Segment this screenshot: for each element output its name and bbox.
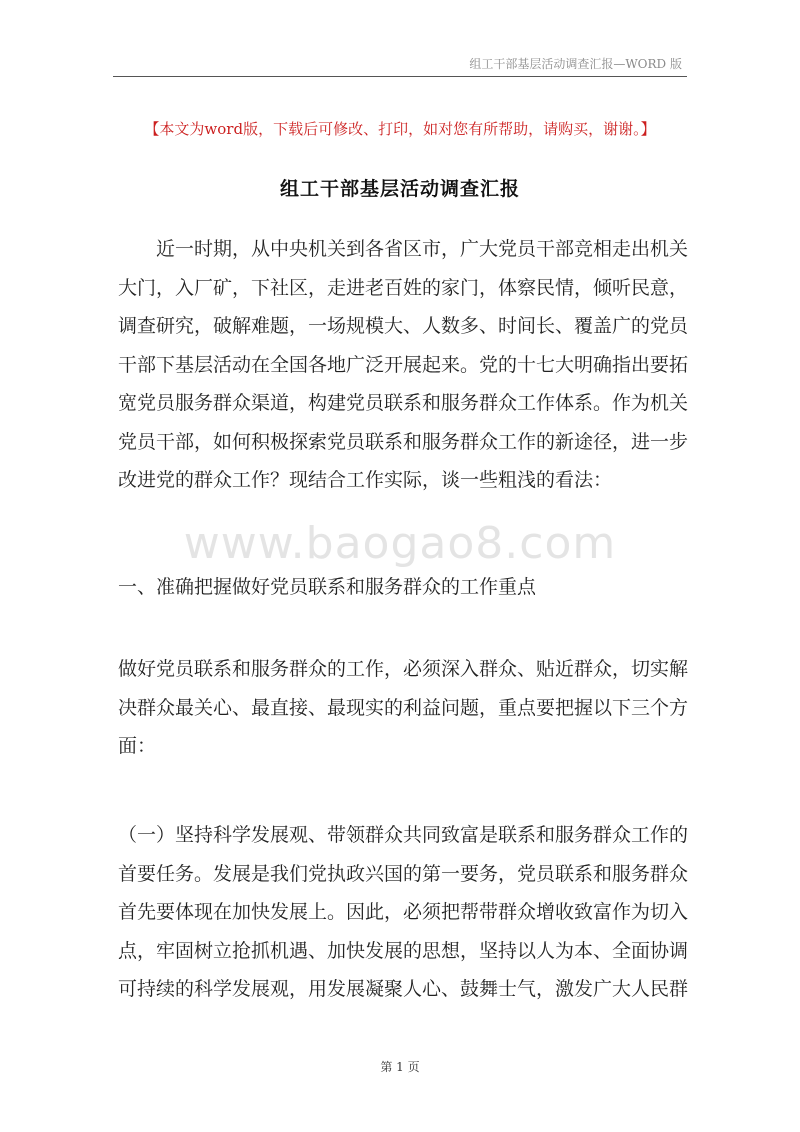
paragraph-line: 改进党的群众工作？现结合工作实际，谈一些粗浅的看法： bbox=[118, 469, 613, 491]
watermark: www.baogao8.com bbox=[183, 518, 617, 569]
page-number: 第 1 页 bbox=[380, 1060, 420, 1074]
paragraph-line: 决群众最关心、最直接、最现实的利益问题，重点要把握以下三个方 bbox=[118, 696, 689, 719]
paragraph-line: 面： bbox=[118, 735, 157, 757]
paragraph-focus bbox=[118, 650, 689, 766]
running-header: 组工干部基层活动调查汇报—WORD 版 bbox=[469, 57, 682, 71]
paragraph-line: （一）坚持科学发展观、带领群众共同致富是联系和服务群众工作的 bbox=[118, 824, 689, 846]
paragraph-intro bbox=[118, 230, 689, 500]
paragraph-line: 调查研究，破解难题，一场规模大、人数多、时间长、覆盖广的党员 bbox=[118, 315, 689, 337]
paragraph-line: 点，牢固树立抢抓机遇、加快发展的思想，坚持以人为本、全面协调 bbox=[118, 939, 689, 962]
section-heading-text: 一、准确把握做好党员联系和服务群众的工作重点 bbox=[118, 576, 537, 598]
paragraph-line: 近一时期，从中央机关到各省区市，广大党员干部竞相走出机关 bbox=[156, 238, 689, 260]
download-notice: 【本文为word版，下载后可修改、打印，如对您有所帮助，请购买，谢谢。】 bbox=[144, 120, 656, 138]
paragraph-line: 首先要体现在加快发展上。因此，必须把帮带群众增收致富作为切入 bbox=[118, 901, 689, 923]
paragraph-line: 干部下基层活动在全国各地广泛开展起来。党的十七大明确指出要拓 bbox=[118, 353, 689, 376]
section-heading bbox=[118, 568, 684, 607]
paragraph-line: 可持续的科学发展观，用发展凝聚人心、鼓舞士气，激发广大人民群 bbox=[118, 978, 689, 1000]
paragraph-line: 做好党员联系和服务群众的工作，必须深入群众、贴近群众，切实解 bbox=[118, 658, 689, 680]
paragraph-line: 大门，入厂矿，下社区，走进老百姓的家门，体察民情，倾听民意， bbox=[118, 276, 689, 299]
paragraph-point-one bbox=[118, 816, 689, 1009]
header-divider bbox=[113, 76, 687, 77]
paragraph-line: 首要任务。发展是我们党执政兴国的第一要务，党员联系和服务群众 bbox=[118, 862, 689, 885]
paragraph-line: 宽党员服务群众渠道，构建党员联系和服务群众工作体系。作为机关 bbox=[118, 392, 689, 414]
document-title: 组工干部基层活动调查汇报 bbox=[279, 178, 520, 200]
paragraph-line: 党员干部，如何积极探索党员联系和服务群众工作的新途径，进一步 bbox=[118, 430, 689, 453]
